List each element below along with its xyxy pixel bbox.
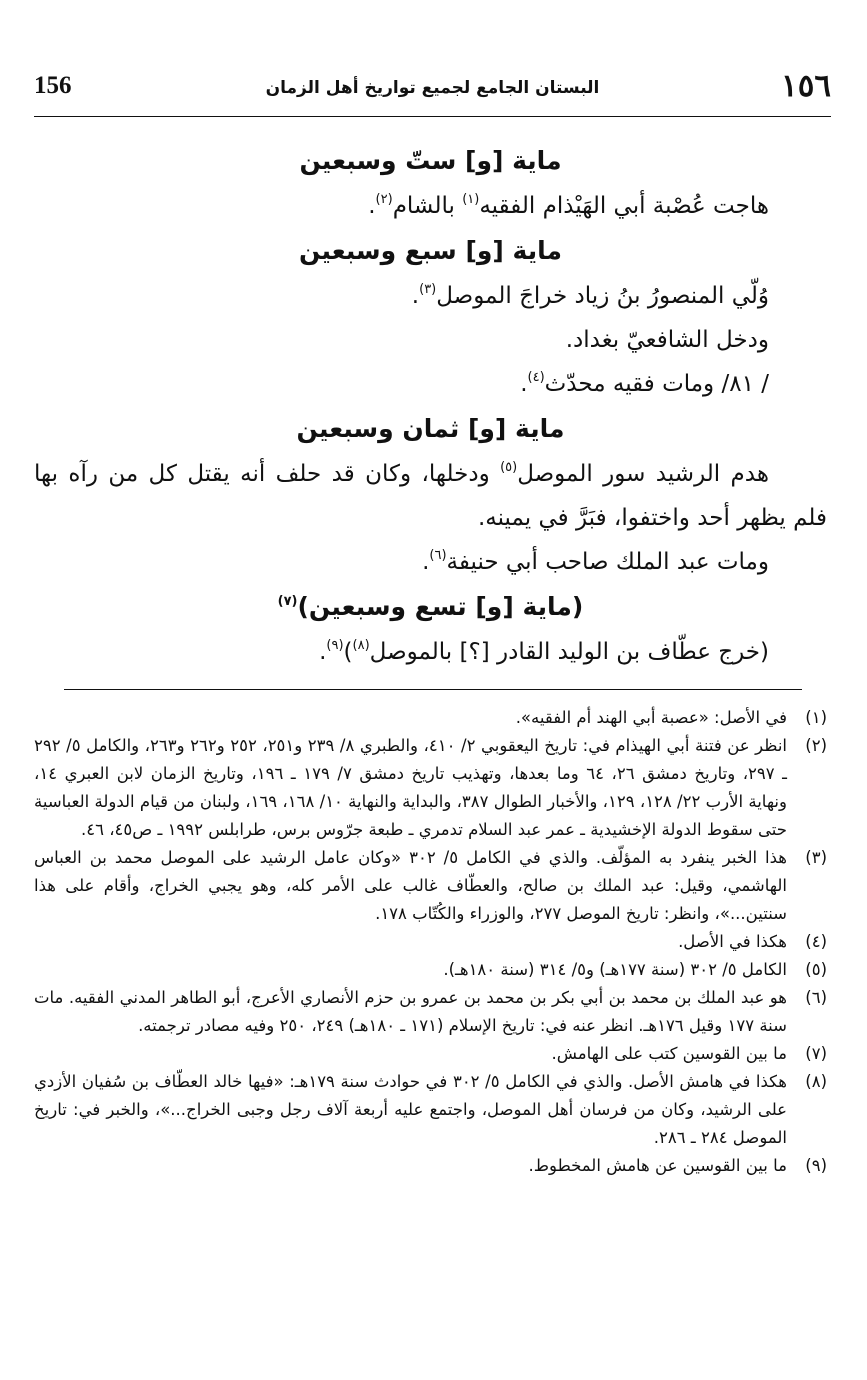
footnote-text: هذا الخبر ينفرد به المؤلّف. والذي في الكامل ٥/ ٣٠٢ «وكان عامل الرشيد على الموصل محمد بن العباس الهاشمي، وقيل: عبد الملك بن صالح، والعطّاف غالب على الأمر كله، وهو يجبي الخراج، وأقام على هذا سنتين...»، وانظر: تاريخ الموصل ٢٧٧، والوزراء والكُتّاب ١٧٨. — [34, 848, 787, 923]
footnote-ref: (٢) — [375, 192, 393, 207]
text-line: هدم الرشيد سور الموصل$^{(٥)}$ ودخلها، وكان قد حلف أنه يقتل كل من رآه بها — [34, 460, 769, 487]
main-text — [34, 138, 827, 674]
running-title: البستان الجامع لجميع تواريخ أهل الزمان — [265, 78, 600, 98]
text-line: ومات عبد الملك صاحب أبي حنيفة$^{(٦)}$. — [422, 548, 769, 575]
footnote-ref: (٩) — [326, 638, 344, 653]
footnote — [34, 984, 827, 1040]
text-line: فلم يظهر أحد واختفوا، فبَرَّ في يمينه. — [477, 505, 827, 531]
footnote-number: (٥) — [805, 960, 827, 979]
footnote-text: ما بين القوسين كتب على الهامش. — [551, 1044, 787, 1063]
footnote — [34, 928, 827, 956]
footnote-text: هو عبد الملك بن محمد بن أبي بكر بن محمد بن عمرو بن حزم الأنصاري الأعرج، أبو الطاهر المدني الفقيه. مات سنة ١٧٧ وقيل ١٧٦هـ. انظر عنه في: تاريخ الإسلام (١٧١ ـ ١٨٠هـ) ٢٤٩، ٢٥٠ وفيه مصادر ترجمته. — [34, 988, 787, 1035]
footnote — [34, 844, 827, 928]
year-heading: ماية [و] ستّ وسبعين — [299, 146, 562, 175]
footnote-number: (٨) — [805, 1072, 827, 1091]
footnote-ref: (٦) — [429, 548, 447, 563]
footnote-number: (٢) — [805, 736, 827, 755]
page-number-arabic: ١٥٦ — [781, 68, 831, 104]
footnote-separator — [64, 689, 802, 690]
running-header — [34, 62, 831, 117]
footnote-ref: (٣) — [419, 282, 437, 297]
footnote-text: ما بين القوسين عن هامش المخطوط. — [528, 1156, 787, 1175]
footnote — [34, 732, 827, 844]
year-heading: ماية [و] سبع وسبعين — [299, 236, 562, 265]
text-line: ودخل الشافعيّ بغداد. — [565, 327, 769, 353]
footnote-number: (١) — [805, 708, 827, 727]
text-line: (خرج عطّاف بن الوليد القادر [؟] بالموصل$^{(٨)}$)$^{(٩)}$. — [319, 638, 769, 665]
footnote-ref: (٧) — [277, 594, 298, 609]
footnote — [34, 1152, 827, 1180]
text-line: / ٨١/ ومات فقيه محدّث$^{(٤)}$. — [520, 370, 769, 397]
text-line: وُلّي المنصورُ بنُ زياد خراجَ الموصل$^{(٣)}$. — [411, 282, 769, 309]
footnote-ref: (١) — [462, 192, 480, 207]
footnote — [34, 1068, 827, 1152]
footnote-text: هكذا في هامش الأصل. والذي في الكامل ٥/ ٣٠٢ في حوادث سنة ١٧٩هـ: «فيها خالد العطّاف بن سُفيان الأزدي على الرشيد، وكان من فرسان أهل الموصل، واجتمع عليه أربعة آلاف رجل وجبى الخراج...»، والخبر في: تاريخ الموصل ٢٨٤ ـ ٢٨٦. — [34, 1072, 787, 1147]
footnotes — [34, 704, 827, 1180]
footnote — [34, 1040, 827, 1068]
footnote-ref: (٨) — [352, 638, 370, 653]
footnote-number: (٤) — [805, 932, 827, 951]
footnote-ref: (٥) — [500, 460, 518, 475]
footnote-number: (٩) — [805, 1156, 827, 1175]
footnote-text: هكذا في الأصل. — [678, 932, 787, 951]
footnote-number: (٦) — [805, 988, 827, 1007]
footnote-number: (٣) — [805, 848, 827, 867]
year-heading: (ماية [و] تسع وسبعين)$^{(٧)}$ — [277, 592, 584, 621]
footnote-text: انظر عن فتنة أبي الهيذام في: تاريخ اليعقوبي ٢/ ٤١٠، والطبري ٨/ ٢٣٩ و٢٥١، ٢٥٢ و٢٦٢ و٢٦٣، والكامل ٥/ ٢٩٢ ـ ٢٩٧، وتاريخ دمشق ٢٦، ٦٤ وما بعدها، وتهذيب تاريخ دمشق ٧/ ١٧٩ ـ ١٩٦، وتاريخ الزمان لابن العبري ١٤، ونهاية الأرب ٢٢/ ١٢٨، ١٢٩، والأخبار الطوال ٣٨٧، والبداية والنهاية ١٠/ ١٦٨، ١٦٩، ولبنان من قيام الدولة العباسية حتى سقوط الدولة الإخشيدية ـ عمر عبد السلام تدمري ـ طبعة جرّوس برس، طرابلس ١٩٩٢ ـ ص٤٥، ٤٦. — [34, 736, 788, 839]
page-number-latin: 156 — [34, 72, 72, 99]
footnote — [34, 704, 827, 732]
footnote-number: (٧) — [805, 1044, 827, 1063]
text-line: هاجت عُصْبة أبي الهَيْذام الفقيه$^{(١)}$ بالشام$^{(٢)}$. — [368, 192, 769, 219]
footnote-text: الكامل ٥/ ٣٠٢ (سنة ١٧٧هـ) و٥/ ٣١٤ (سنة ١٨٠هـ). — [443, 960, 787, 979]
footnote — [34, 956, 827, 984]
year-heading: ماية [و] ثمان وسبعين — [296, 414, 565, 443]
footnote-text: في الأصل: «عصبة أبي الهند أم الفقيه». — [515, 708, 787, 727]
footnote-ref: (٤) — [527, 370, 545, 385]
